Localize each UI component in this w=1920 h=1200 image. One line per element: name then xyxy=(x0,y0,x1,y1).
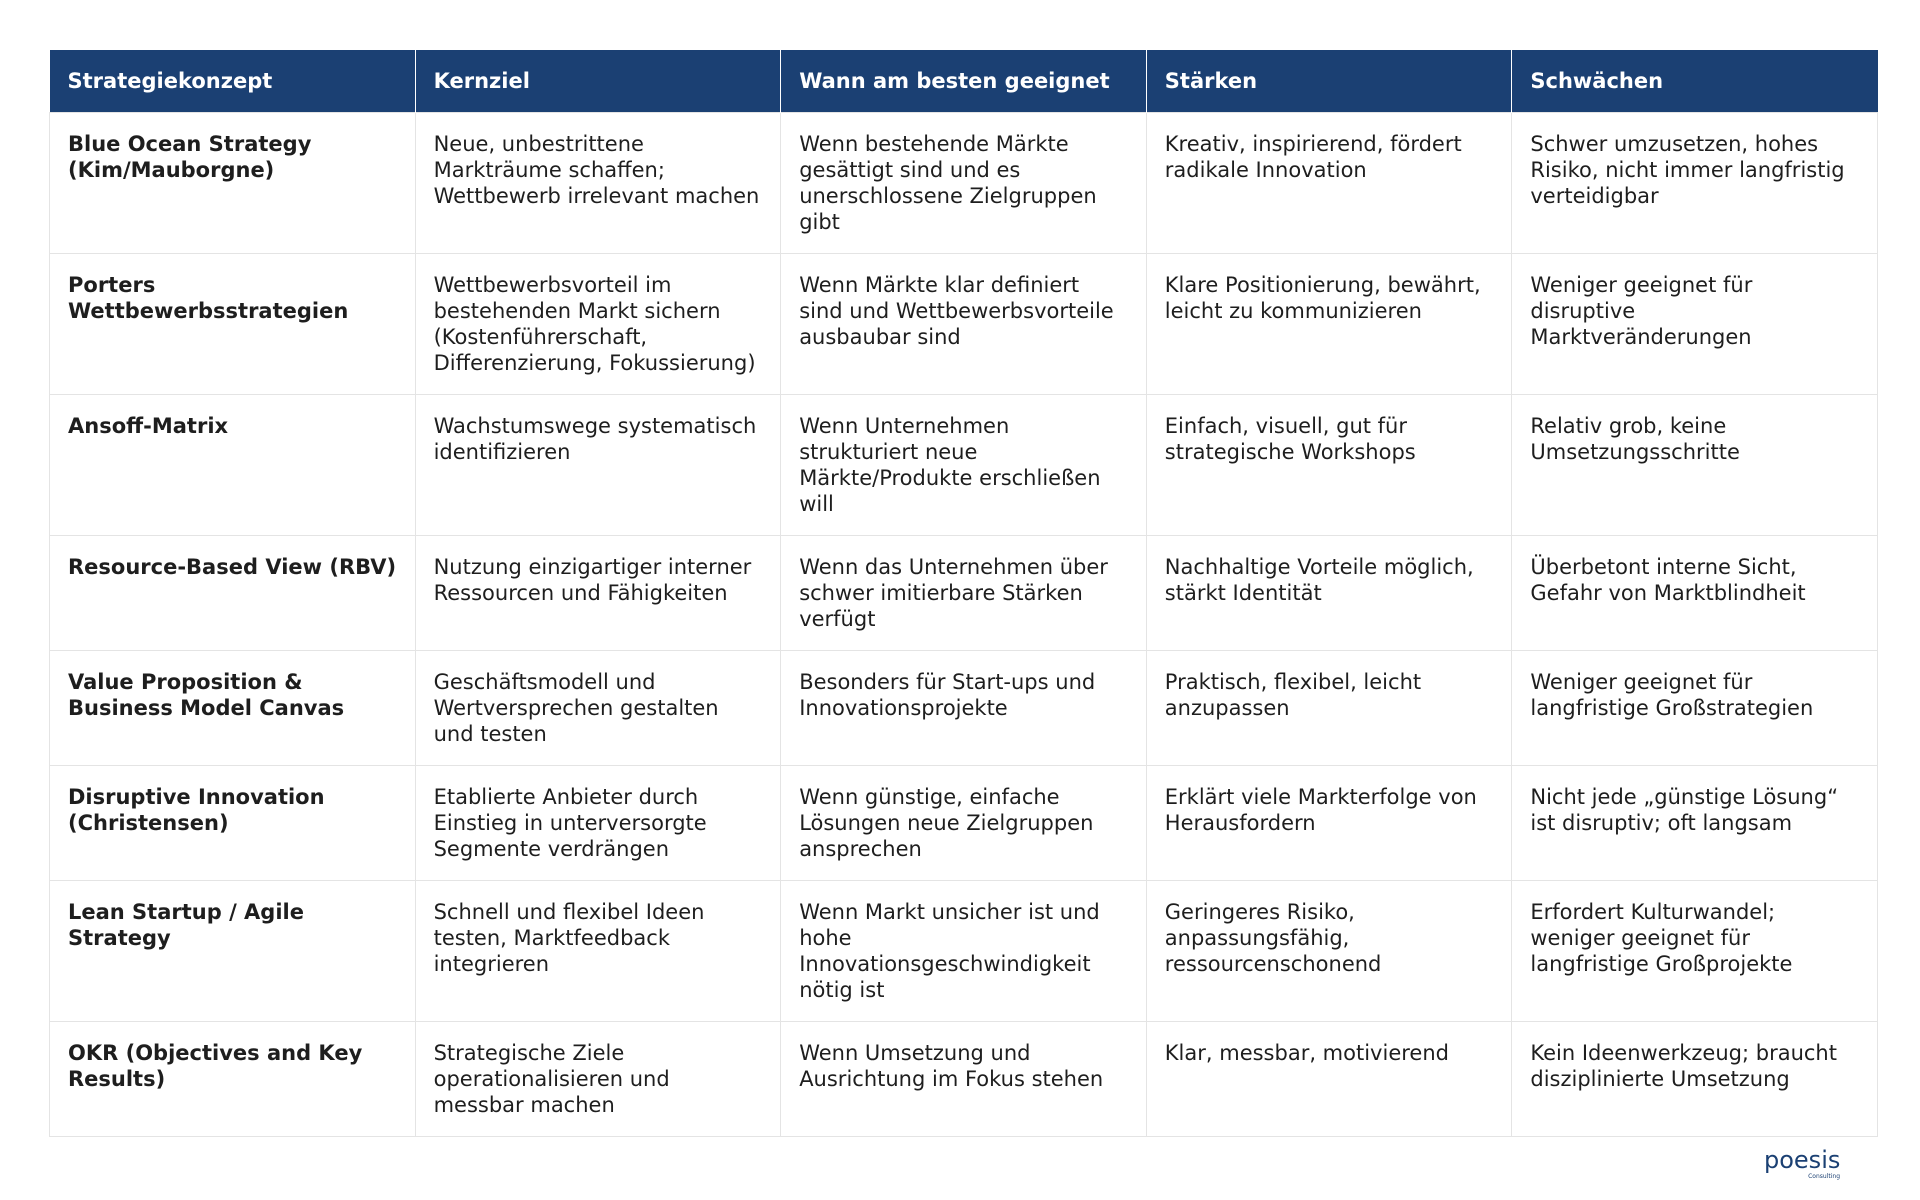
cell-goal: Nutzung einzigartiger interner Ressourcen und Fähigkeiten xyxy=(415,536,781,651)
header-row xyxy=(50,50,1878,113)
logo-wordmark: poesis xyxy=(1764,1146,1841,1174)
table-header xyxy=(50,50,1878,113)
cell-concept: Porters Wettbewerbsstrategien xyxy=(50,254,416,395)
table-row xyxy=(50,254,1878,395)
cell-strengths: Geringeres Risiko, anpassungsfähig, ressourcenschonend xyxy=(1146,881,1512,1022)
table-row xyxy=(50,651,1878,766)
cell-when: Wenn Märkte klar definiert sind und Wettbewerbsvorteile ausbaubar sind xyxy=(781,254,1147,395)
cell-goal: Wettbewerbsvorteil im bestehenden Markt sichern (Kostenführerschaft, Differenzierung, Fokussierung) xyxy=(415,254,781,395)
cell-concept: OKR (Objectives and Key Results) xyxy=(50,1022,416,1137)
cell-concept: Disruptive Innovation (Christensen) xyxy=(50,766,416,881)
cell-weaknesses: Kein Ideenwerkzeug; braucht disziplinierte Umsetzung xyxy=(1512,1022,1878,1137)
cell-concept: Ansoff-Matrix xyxy=(50,395,416,536)
cell-strengths: Erklärt viele Markterfolge von Herausfordern xyxy=(1146,766,1512,881)
cell-when: Wenn Umsetzung und Ausrichtung im Fokus stehen xyxy=(781,1022,1147,1137)
table-row xyxy=(50,113,1878,254)
cell-strengths: Kreativ, inspirierend, fördert radikale Innovation xyxy=(1146,113,1512,254)
cell-weaknesses: Relativ grob, keine Umsetzungsschritte xyxy=(1512,395,1878,536)
header-schwaechen: Schwächen xyxy=(1512,50,1878,113)
cell-weaknesses: Nicht jede „günstige Lösung“ ist disruptiv; oft langsam xyxy=(1512,766,1878,881)
cell-strengths: Klar, messbar, motivierend xyxy=(1146,1022,1512,1137)
cell-concept: Lean Startup / Agile Strategy xyxy=(50,881,416,1022)
poesis-logo xyxy=(1764,1147,1844,1179)
logo-subtitle: Consulting xyxy=(1808,1173,1840,1180)
cell-when: Wenn Markt unsicher ist und hohe Innovationsgeschwindigkeit nötig ist xyxy=(781,881,1147,1022)
header-staerken: Stärken xyxy=(1146,50,1512,113)
table-body xyxy=(50,113,1878,1137)
header-strategiekonzept: Strategiekonzept xyxy=(50,50,416,113)
cell-when: Besonders für Start-ups und Innovationsprojekte xyxy=(781,651,1147,766)
cell-weaknesses: Schwer umzusetzen, hohes Risiko, nicht immer langfristig verteidigbar xyxy=(1512,113,1878,254)
cell-strengths: Praktisch, flexibel, leicht anzupassen xyxy=(1146,651,1512,766)
cell-weaknesses: Weniger geeignet für disruptive Marktveränderungen xyxy=(1512,254,1878,395)
cell-strengths: Einfach, visuell, gut für strategische Workshops xyxy=(1146,395,1512,536)
table-row xyxy=(50,881,1878,1022)
cell-when: Wenn Unternehmen strukturiert neue Märkte/Produkte erschließen will xyxy=(781,395,1147,536)
table-row xyxy=(50,766,1878,881)
cell-weaknesses: Weniger geeignet für langfristige Großstrategien xyxy=(1512,651,1878,766)
cell-goal: Strategische Ziele operationalisieren und messbar machen xyxy=(415,1022,781,1137)
cell-goal: Wachstumswege systematisch identifizieren xyxy=(415,395,781,536)
cell-strengths: Nachhaltige Vorteile möglich, stärkt Identität xyxy=(1146,536,1512,651)
cell-strengths: Klare Positionierung, bewährt, leicht zu kommunizieren xyxy=(1146,254,1512,395)
cell-when: Wenn günstige, einfache Lösungen neue Zielgruppen ansprechen xyxy=(781,766,1147,881)
table-row xyxy=(50,536,1878,651)
cell-when: Wenn das Unternehmen über schwer imitierbare Stärken verfügt xyxy=(781,536,1147,651)
cell-goal: Etablierte Anbieter durch Einstieg in unterversorgte Segmente verdrängen xyxy=(415,766,781,881)
cell-weaknesses: Erfordert Kulturwandel; weniger geeignet für langfristige Großprojekte xyxy=(1512,881,1878,1022)
cell-when: Wenn bestehende Märkte gesättigt sind und es unerschlossene Zielgruppen gibt xyxy=(781,113,1147,254)
cell-concept: Blue Ocean Strategy (Kim/Mauborgne) xyxy=(50,113,416,254)
table-row xyxy=(50,395,1878,536)
cell-concept: Resource-Based View (RBV) xyxy=(50,536,416,651)
cell-concept: Value Proposition & Business Model Canvas xyxy=(50,651,416,766)
strategy-comparison-table xyxy=(49,50,1878,1137)
header-wann-geeignet: Wann am besten geeignet xyxy=(781,50,1147,113)
header-kernziel: Kernziel xyxy=(415,50,781,113)
cell-goal: Geschäftsmodell und Wertversprechen gestalten und testen xyxy=(415,651,781,766)
cell-goal: Neue, unbestrittene Markträume schaffen; Wettbewerb irrelevant machen xyxy=(415,113,781,254)
cell-goal: Schnell und flexibel Ideen testen, Marktfeedback integrieren xyxy=(415,881,781,1022)
table-row xyxy=(50,1022,1878,1137)
cell-weaknesses: Überbetont interne Sicht, Gefahr von Marktblindheit xyxy=(1512,536,1878,651)
